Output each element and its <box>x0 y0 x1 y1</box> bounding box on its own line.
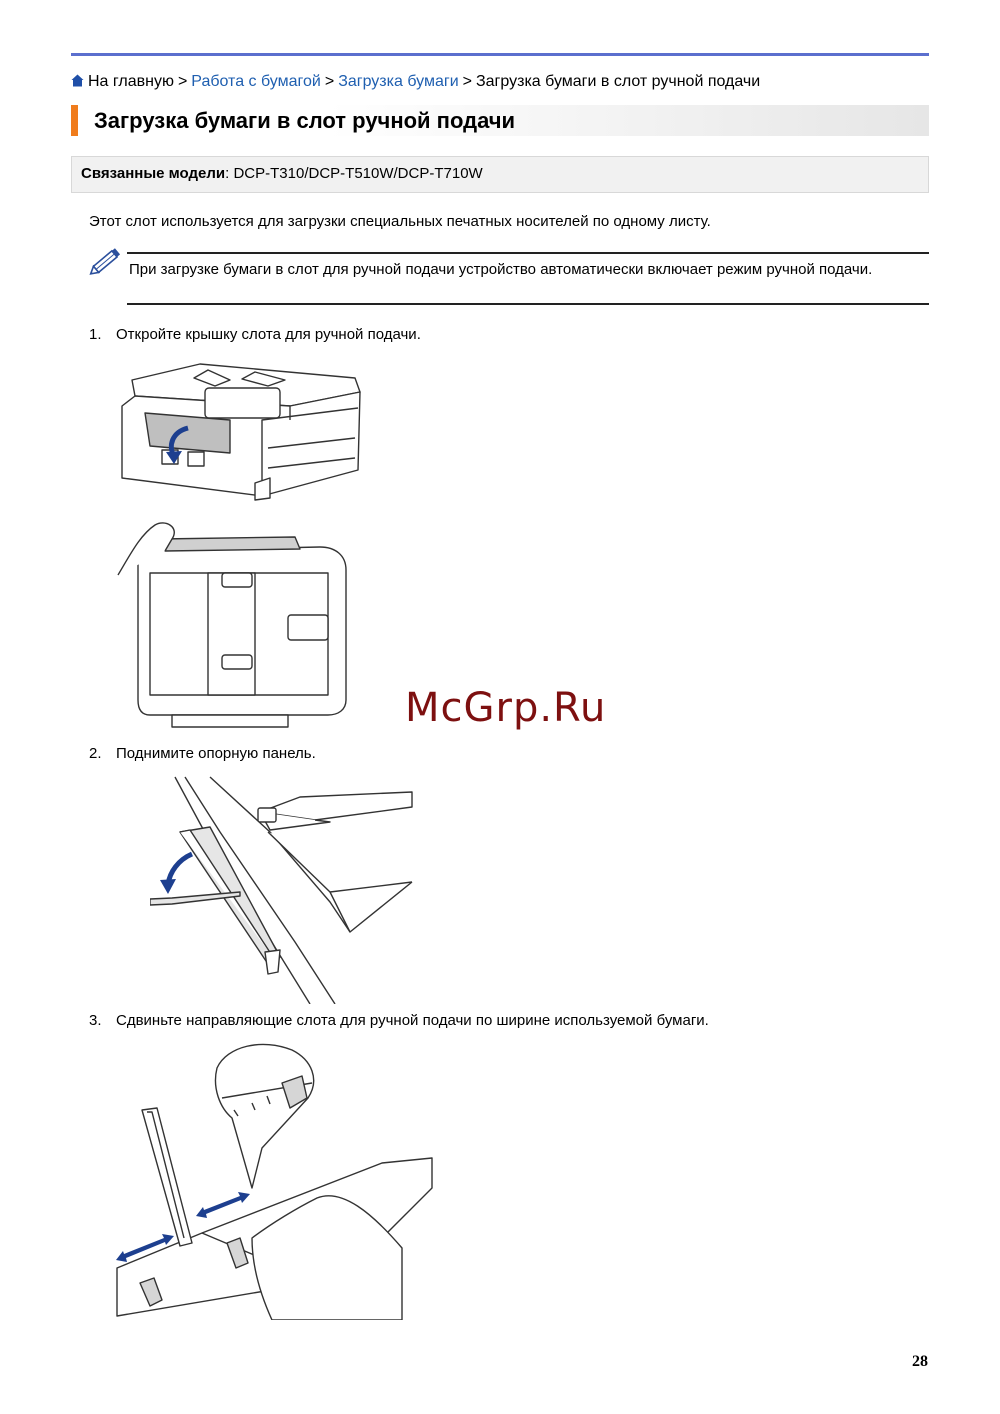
step-number: 1. <box>89 326 102 343</box>
home-icon[interactable] <box>71 73 84 93</box>
step-number: 3. <box>89 1012 102 1029</box>
related-models-box <box>71 156 929 193</box>
top-rule <box>71 53 929 56</box>
note-divider-top <box>127 252 929 254</box>
breadcrumb-link-paper-handling[interactable]: Работа с бумагой <box>191 73 321 90</box>
pencil-icon <box>89 246 123 281</box>
breadcrumb-separator: > <box>177 73 188 90</box>
note-text: При загрузке бумаги в слот для ручной подачи устройство автоматически включает режим ручной подачи. <box>129 261 873 278</box>
step-text: Сдвиньте направляющие слота для ручной подачи по ширине используемой бумаги. <box>116 1012 709 1029</box>
support-panel-illustration <box>150 772 415 1004</box>
step-2 <box>89 745 316 763</box>
breadcrumb-link-load-paper[interactable]: Загрузка бумаги <box>338 73 459 90</box>
note-box <box>89 244 929 306</box>
note-divider-bottom <box>127 303 929 305</box>
breadcrumb <box>71 72 760 93</box>
step-text: Поднимите опорную панель. <box>116 745 316 762</box>
step-3 <box>89 1012 709 1030</box>
watermark-text: McGrp.Ru <box>405 685 607 731</box>
related-models-label: Связанные модели <box>81 165 226 182</box>
step-1 <box>89 326 421 344</box>
breadcrumb-separator: > <box>324 73 335 90</box>
breadcrumb-separator: > <box>462 73 472 90</box>
intro-text: Этот слот используется для загрузки специальных печатных носителей по одному листу. <box>89 213 711 230</box>
title-accent <box>71 105 78 136</box>
breadcrumb-home[interactable]: На главную <box>88 73 174 90</box>
step-number: 2. <box>89 745 102 762</box>
printer-top-illustration <box>110 515 355 730</box>
page-title: Загрузка бумаги в слот ручной подачи <box>94 108 516 133</box>
printer-rear-illustration <box>110 358 365 508</box>
page-title-bar <box>71 105 929 136</box>
related-models-value: : DCP-T310/DCP-T510W/DCP-T710W <box>225 165 483 182</box>
paper-guides-illustration <box>112 1038 437 1320</box>
step-text: Откройте крышку слота для ручной подачи. <box>116 326 421 343</box>
breadcrumb-current: Загрузка бумаги в слот ручной подачи <box>475 73 761 90</box>
page-number: 28 <box>912 1353 928 1370</box>
